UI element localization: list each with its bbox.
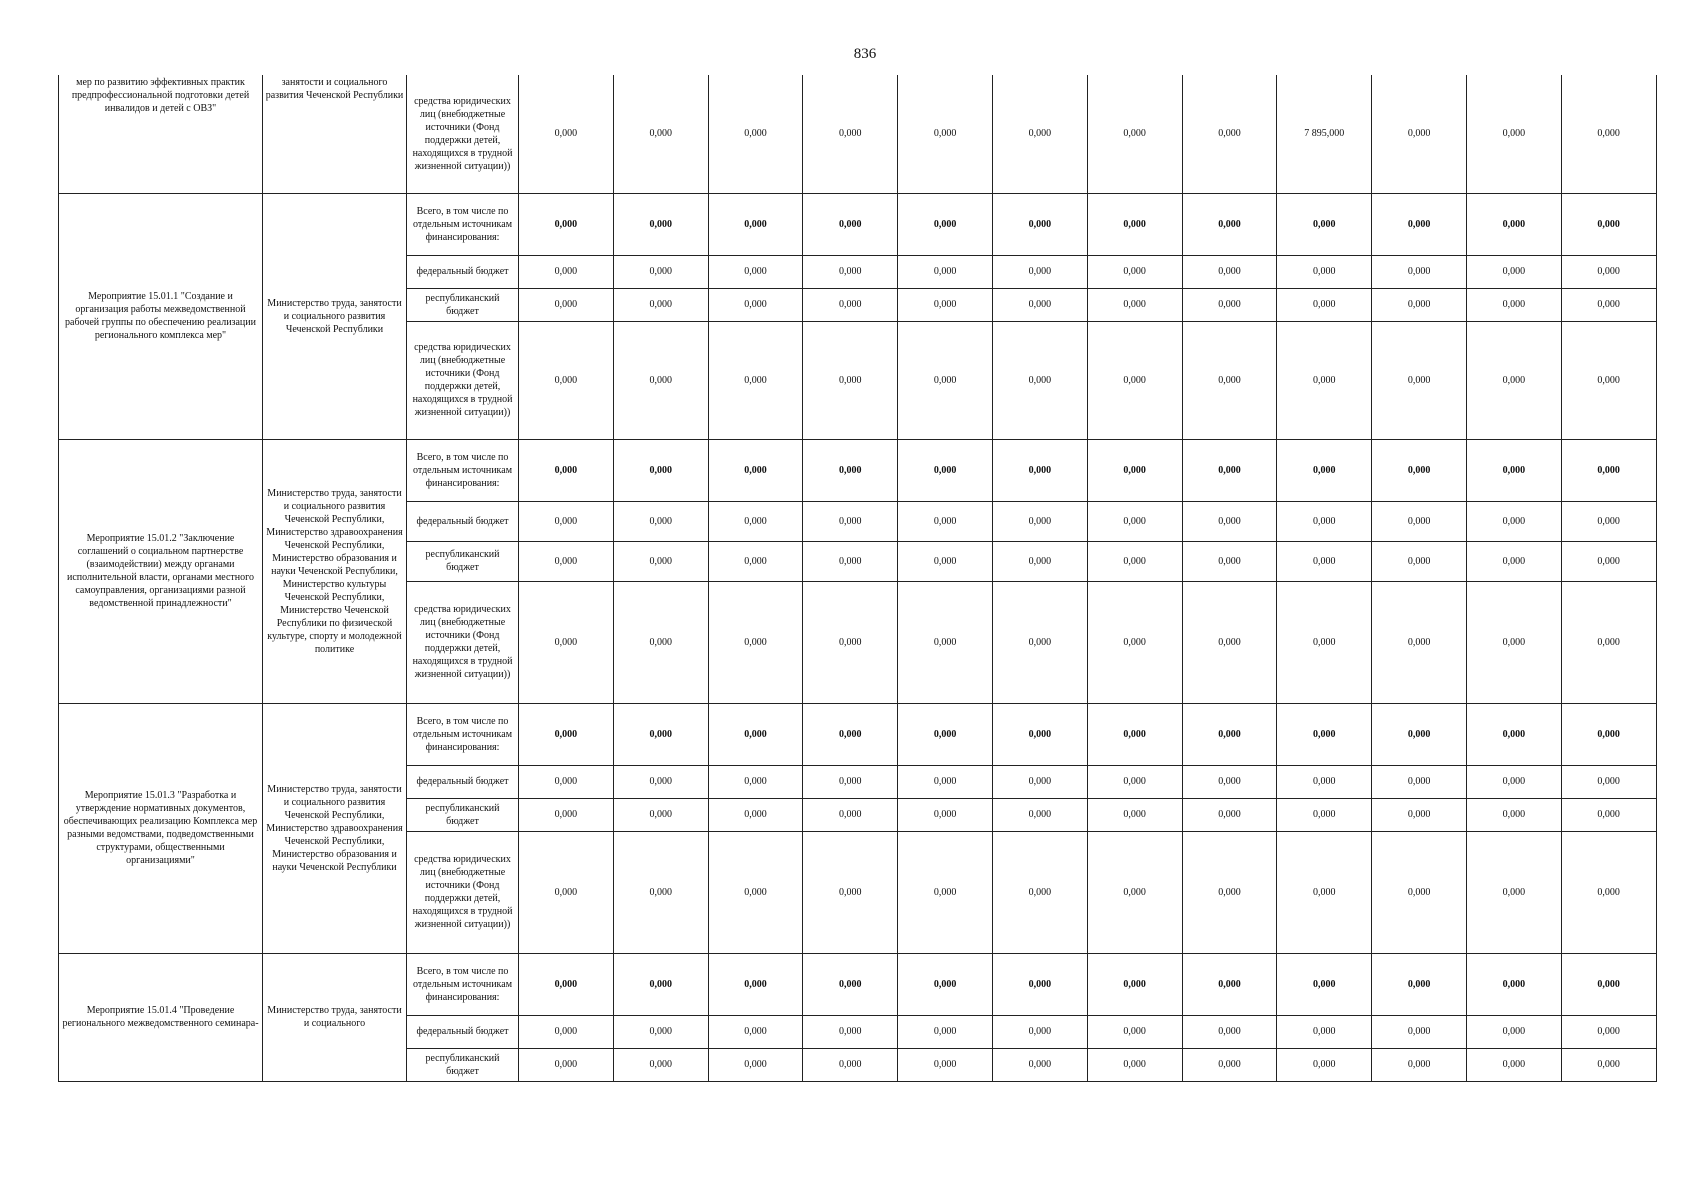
amount-cell: 0,000: [519, 581, 614, 703]
amount-cell: 0,000: [898, 953, 993, 1015]
amount-cell: 0,000: [992, 501, 1087, 541]
responsible-executor-cell: Министерство труда, занятости и социального: [263, 953, 407, 1081]
amount-cell: 0,000: [1372, 193, 1467, 255]
amount-cell: 0,000: [898, 321, 993, 439]
amount-cell: 0,000: [1372, 1048, 1467, 1081]
amount-cell: 0,000: [1372, 765, 1467, 798]
amount-cell: 0,000: [613, 798, 708, 831]
amount-cell: 0,000: [519, 255, 614, 288]
amount-cell: 0,000: [803, 501, 898, 541]
amount-cell: 0,000: [1561, 953, 1656, 1015]
amount-cell: 0,000: [1561, 321, 1656, 439]
amount-cell: 0,000: [1561, 765, 1656, 798]
amount-cell: 0,000: [1277, 1015, 1372, 1048]
amount-cell: 0,000: [992, 798, 1087, 831]
amount-cell: 0,000: [519, 193, 614, 255]
page-number: 836: [853, 46, 877, 62]
amount-cell: 0,000: [1561, 1048, 1656, 1081]
responsible-executor-cell: занятости и социального развития Чеченской Республики: [263, 75, 407, 193]
amount-cell: 0,000: [1182, 75, 1277, 193]
responsible-executor-cell: Министерство труда, занятости и социального развития Чеченской Республики: [263, 193, 407, 439]
amount-cell: 0,000: [992, 1015, 1087, 1048]
amount-cell: 0,000: [803, 255, 898, 288]
amount-cell: 0,000: [898, 765, 993, 798]
amount-cell: 0,000: [613, 541, 708, 581]
funding-source-cell: федеральный бюджет: [407, 255, 519, 288]
amount-cell: 0,000: [898, 75, 993, 193]
amount-cell: 0,000: [1182, 501, 1277, 541]
amount-cell: 0,000: [519, 321, 614, 439]
amount-cell: 0,000: [519, 703, 614, 765]
amount-cell: 0,000: [1466, 953, 1561, 1015]
amount-cell: 0,000: [1182, 765, 1277, 798]
amount-cell: 0,000: [1466, 1048, 1561, 1081]
amount-cell: 0,000: [613, 831, 708, 953]
funding-source-cell: федеральный бюджет: [407, 765, 519, 798]
funding-source-cell: средства юридических лиц (внебюджетные источники (Фонд поддержки детей, находящихся в трудной жизненной ситуации)): [407, 831, 519, 953]
event-name-cell: Мероприятие 15.01.4 "Проведение регионального межведомственного семинара-: [59, 953, 263, 1081]
amount-cell: 0,000: [803, 1048, 898, 1081]
amount-cell: 0,000: [898, 541, 993, 581]
amount-cell: 0,000: [1277, 703, 1372, 765]
amount-cell: 0,000: [1372, 541, 1467, 581]
amount-cell: 0,000: [708, 75, 803, 193]
amount-cell: 0,000: [708, 501, 803, 541]
funding-source-cell: средства юридических лиц (внебюджетные источники (Фонд поддержки детей, находящихся в трудной жизненной ситуации)): [407, 581, 519, 703]
amount-cell: 0,000: [803, 953, 898, 1015]
amount-cell: 0,000: [1182, 439, 1277, 501]
amount-cell: 0,000: [1182, 541, 1277, 581]
amount-cell: 0,000: [992, 75, 1087, 193]
funding-source-cell: средства юридических лиц (внебюджетные источники (Фонд поддержки детей, находящихся в трудной жизненной ситуации)): [407, 75, 519, 193]
amount-cell: 0,000: [1466, 765, 1561, 798]
amount-cell: 0,000: [1087, 765, 1182, 798]
amount-cell: 0,000: [519, 1015, 614, 1048]
amount-cell: 0,000: [1277, 1048, 1372, 1081]
amount-cell: 0,000: [1372, 288, 1467, 321]
funding-source-cell: республиканский бюджет: [407, 1048, 519, 1081]
amount-cell: 0,000: [1087, 321, 1182, 439]
amount-cell: 0,000: [1182, 581, 1277, 703]
amount-cell: 0,000: [1561, 288, 1656, 321]
amount-cell: 0,000: [803, 703, 898, 765]
amount-cell: 0,000: [1277, 439, 1372, 501]
amount-cell: 0,000: [992, 581, 1087, 703]
amount-cell: 0,000: [613, 321, 708, 439]
amount-cell: 0,000: [519, 501, 614, 541]
amount-cell: 0,000: [1561, 1015, 1656, 1048]
amount-cell: 0,000: [1182, 703, 1277, 765]
amount-cell: 0,000: [1277, 193, 1372, 255]
amount-cell: 0,000: [1561, 703, 1656, 765]
amount-cell: 0,000: [1372, 703, 1467, 765]
amount-cell: 0,000: [519, 831, 614, 953]
amount-cell: 0,000: [992, 831, 1087, 953]
amount-cell: 0,000: [803, 581, 898, 703]
amount-cell: 0,000: [1561, 541, 1656, 581]
amount-cell: 0,000: [898, 1048, 993, 1081]
amount-cell: 0,000: [613, 1015, 708, 1048]
amount-cell: 0,000: [992, 703, 1087, 765]
amount-cell: 0,000: [1182, 321, 1277, 439]
amount-cell: 0,000: [898, 193, 993, 255]
amount-cell: 0,000: [613, 1048, 708, 1081]
amount-cell: 0,000: [613, 439, 708, 501]
amount-cell: 0,000: [1087, 581, 1182, 703]
amount-cell: 0,000: [1466, 541, 1561, 581]
amount-cell: 0,000: [898, 703, 993, 765]
amount-cell: 0,000: [708, 255, 803, 288]
amount-cell: 0,000: [898, 439, 993, 501]
amount-cell: 0,000: [1182, 798, 1277, 831]
amount-cell: 0,000: [708, 288, 803, 321]
amount-cell: 0,000: [1087, 703, 1182, 765]
financing-table: [58, 75, 1657, 1082]
event-name-cell: Мероприятие 15.01.2 "Заключение соглашений о социальном партнерстве (взаимодействии) между органами исполнительной власти, органами местного самоуправления, организациями разной ведомственной принадлежности": [59, 439, 263, 703]
amount-cell: 0,000: [1087, 798, 1182, 831]
amount-cell: 0,000: [1372, 75, 1467, 193]
amount-cell: 0,000: [1277, 501, 1372, 541]
amount-cell: 0,000: [1466, 439, 1561, 501]
amount-cell: 0,000: [1087, 1015, 1182, 1048]
amount-cell: 0,000: [708, 541, 803, 581]
amount-cell: 0,000: [1087, 541, 1182, 581]
amount-cell: 0,000: [708, 1015, 803, 1048]
amount-cell: 0,000: [898, 1015, 993, 1048]
amount-cell: 0,000: [992, 288, 1087, 321]
funding-source-cell: Всего, в том числе по отдельным источникам финансирования:: [407, 953, 519, 1015]
amount-cell: 0,000: [708, 953, 803, 1015]
amount-cell: 0,000: [1561, 75, 1656, 193]
amount-cell: 0,000: [1182, 953, 1277, 1015]
amount-cell: 0,000: [803, 831, 898, 953]
amount-cell: 0,000: [1182, 1048, 1277, 1081]
amount-cell: 0,000: [708, 703, 803, 765]
amount-cell: 0,000: [803, 798, 898, 831]
amount-cell: 0,000: [1277, 581, 1372, 703]
funding-source-cell: республиканский бюджет: [407, 798, 519, 831]
amount-cell: 0,000: [1561, 581, 1656, 703]
amount-cell: 0,000: [992, 321, 1087, 439]
amount-cell: 0,000: [1182, 255, 1277, 288]
amount-cell: 0,000: [803, 439, 898, 501]
amount-cell: 0,000: [519, 439, 614, 501]
amount-cell: 0,000: [1087, 75, 1182, 193]
amount-cell: 0,000: [803, 75, 898, 193]
amount-cell: 0,000: [613, 765, 708, 798]
amount-cell: 0,000: [1561, 501, 1656, 541]
amount-cell: 0,000: [708, 831, 803, 953]
amount-cell: 0,000: [1466, 288, 1561, 321]
amount-cell: 0,000: [1561, 255, 1656, 288]
responsible-executor-cell: Министерство труда, занятости и социального развития Чеченской Республики, Министерство здравоохранения Чеченской Республики, Министерство образования и науки Чеченской Республики, Министерство культуры Чеченской Республики, Министерство Чеченской Республики по физической культуре, спорту и молодежной политике: [263, 439, 407, 703]
amount-cell: 0,000: [1372, 1015, 1467, 1048]
amount-cell: 0,000: [613, 581, 708, 703]
amount-cell: 0,000: [1182, 193, 1277, 255]
amount-cell: 0,000: [519, 541, 614, 581]
funding-source-cell: республиканский бюджет: [407, 288, 519, 321]
amount-cell: 0,000: [803, 193, 898, 255]
amount-cell: 0,000: [1182, 831, 1277, 953]
amount-cell: 0,000: [898, 288, 993, 321]
event-name-cell: Мероприятие 15.01.3 "Разработка и утверждение нормативных документов, обеспечивающих реализацию Комплекса мер разными ведомствами, подведомственными структурами, общественными организациями": [59, 703, 263, 953]
amount-cell: 0,000: [1561, 439, 1656, 501]
funding-source-cell: федеральный бюджет: [407, 501, 519, 541]
amount-cell: 7 895,000: [1277, 75, 1372, 193]
table-row: [59, 193, 1657, 255]
table-row: [59, 703, 1657, 765]
amount-cell: 0,000: [992, 255, 1087, 288]
amount-cell: 0,000: [613, 193, 708, 255]
amount-cell: 0,000: [519, 798, 614, 831]
amount-cell: 0,000: [1561, 831, 1656, 953]
amount-cell: 0,000: [1466, 255, 1561, 288]
amount-cell: 0,000: [708, 321, 803, 439]
amount-cell: 0,000: [1466, 831, 1561, 953]
amount-cell: 0,000: [992, 953, 1087, 1015]
amount-cell: 0,000: [1561, 193, 1656, 255]
amount-cell: 0,000: [1277, 831, 1372, 953]
event-name-cell: Мероприятие 15.01.1 "Создание и организация работы межведомственной рабочей группы по обеспечению реализации регионального комплекса мер": [59, 193, 263, 439]
amount-cell: 0,000: [1277, 255, 1372, 288]
amount-cell: 0,000: [708, 193, 803, 255]
amount-cell: 0,000: [708, 765, 803, 798]
funding-source-cell: Всего, в том числе по отдельным источникам финансирования:: [407, 703, 519, 765]
amount-cell: 0,000: [613, 703, 708, 765]
funding-source-cell: республиканский бюджет: [407, 541, 519, 581]
amount-cell: 0,000: [519, 765, 614, 798]
funding-source-cell: средства юридических лиц (внебюджетные источники (Фонд поддержки детей, находящихся в трудной жизненной ситуации)): [407, 321, 519, 439]
table-row: [59, 439, 1657, 501]
amount-cell: 0,000: [519, 953, 614, 1015]
amount-cell: 0,000: [898, 255, 993, 288]
amount-cell: 0,000: [803, 288, 898, 321]
event-name-cell: мер по развитию эффективных практик предпрофессиональной подготовки детей инвалидов и детей с ОВЗ": [59, 75, 263, 193]
amount-cell: 0,000: [1277, 321, 1372, 439]
amount-cell: 0,000: [1087, 831, 1182, 953]
amount-cell: 0,000: [898, 501, 993, 541]
amount-cell: 0,000: [1087, 288, 1182, 321]
amount-cell: 0,000: [1372, 831, 1467, 953]
amount-cell: 0,000: [803, 1015, 898, 1048]
amount-cell: 0,000: [992, 541, 1087, 581]
amount-cell: 0,000: [1466, 581, 1561, 703]
amount-cell: 0,000: [1372, 581, 1467, 703]
amount-cell: 0,000: [1466, 1015, 1561, 1048]
amount-cell: 0,000: [803, 321, 898, 439]
amount-cell: 0,000: [1087, 953, 1182, 1015]
amount-cell: 0,000: [1277, 798, 1372, 831]
amount-cell: 0,000: [613, 953, 708, 1015]
amount-cell: 0,000: [519, 1048, 614, 1081]
amount-cell: 0,000: [1466, 798, 1561, 831]
amount-cell: 0,000: [803, 541, 898, 581]
amount-cell: 0,000: [803, 765, 898, 798]
amount-cell: 0,000: [613, 75, 708, 193]
amount-cell: 0,000: [1087, 501, 1182, 541]
amount-cell: 0,000: [1372, 439, 1467, 501]
amount-cell: 0,000: [613, 255, 708, 288]
responsible-executor-cell: Министерство труда, занятости и социального развития Чеченской Республики, Министерство здравоохранения Чеченской Республики, Министерство образования и науки Чеченской Республики: [263, 703, 407, 953]
amount-cell: 0,000: [1466, 703, 1561, 765]
funding-source-cell: федеральный бюджет: [407, 1015, 519, 1048]
amount-cell: 0,000: [1372, 255, 1467, 288]
amount-cell: 0,000: [1182, 1015, 1277, 1048]
amount-cell: 0,000: [1466, 501, 1561, 541]
funding-source-cell: Всего, в том числе по отдельным источникам финансирования:: [407, 439, 519, 501]
amount-cell: 0,000: [519, 75, 614, 193]
amount-cell: 0,000: [1277, 765, 1372, 798]
amount-cell: 0,000: [1182, 288, 1277, 321]
amount-cell: 0,000: [1087, 255, 1182, 288]
amount-cell: 0,000: [708, 1048, 803, 1081]
amount-cell: 0,000: [1277, 953, 1372, 1015]
amount-cell: 0,000: [1372, 953, 1467, 1015]
amount-cell: 0,000: [1466, 321, 1561, 439]
table-row: [59, 75, 1657, 193]
amount-cell: 0,000: [1561, 798, 1656, 831]
amount-cell: 0,000: [1372, 321, 1467, 439]
amount-cell: 0,000: [1087, 1048, 1182, 1081]
amount-cell: 0,000: [1372, 501, 1467, 541]
amount-cell: 0,000: [898, 831, 993, 953]
table-row: [59, 953, 1657, 1015]
amount-cell: 0,000: [898, 581, 993, 703]
amount-cell: 0,000: [613, 501, 708, 541]
amount-cell: 0,000: [708, 798, 803, 831]
amount-cell: 0,000: [992, 439, 1087, 501]
amount-cell: 0,000: [898, 798, 993, 831]
funding-source-cell: Всего, в том числе по отдельным источникам финансирования:: [407, 193, 519, 255]
amount-cell: 0,000: [708, 439, 803, 501]
amount-cell: 0,000: [1087, 439, 1182, 501]
amount-cell: 0,000: [708, 581, 803, 703]
amount-cell: 0,000: [519, 288, 614, 321]
amount-cell: 0,000: [1372, 798, 1467, 831]
amount-cell: 0,000: [613, 288, 708, 321]
amount-cell: 0,000: [992, 193, 1087, 255]
amount-cell: 0,000: [1087, 193, 1182, 255]
amount-cell: 0,000: [1277, 288, 1372, 321]
amount-cell: 0,000: [992, 1048, 1087, 1081]
amount-cell: 0,000: [992, 765, 1087, 798]
amount-cell: 0,000: [1466, 75, 1561, 193]
amount-cell: 0,000: [1277, 541, 1372, 581]
amount-cell: 0,000: [1466, 193, 1561, 255]
